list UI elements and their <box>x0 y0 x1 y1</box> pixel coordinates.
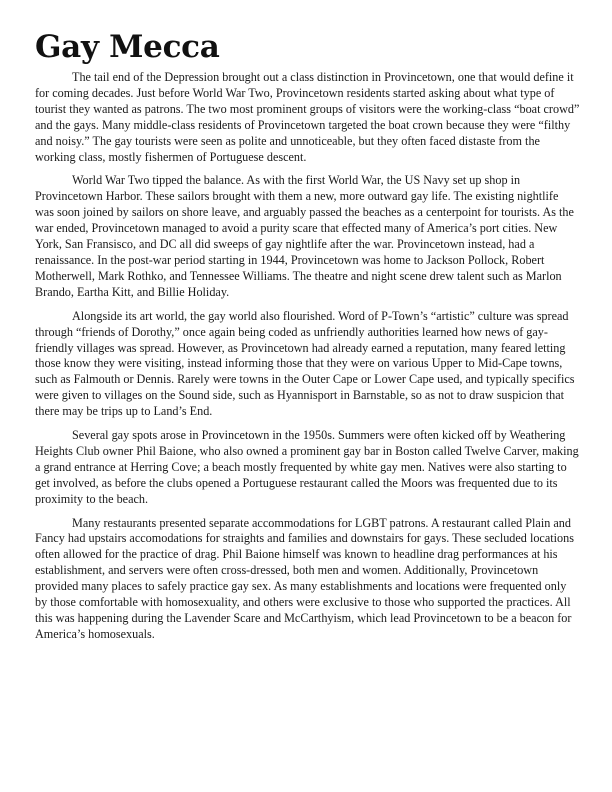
document-title: Gay Mecca <box>35 29 220 65</box>
paragraph-3: Alongside its art world, the gay world also flourished. Word of P-Town’s “artistic” culture was spread through “friends of Dorothy,” once again being coded as unfriendly authorities learned how news of gay-friendly villages was spread. However, as Provincetown had already earned a reputation, many feared letting those know they were visiting, instead informing those that they were on various Upper to Mid-Cape towns, such as Falmouth or Dennis. Rarely were towns in the Outer Cape or Lower Cape used, and typically specifics were given to villages on the Sound side, such as Hyannisport in Barnstable, so as not to draw suspicion that there may be trips up to Land’s End. <box>35 308 575 419</box>
paragraph-5: Many restaurants presented separate accommodations for LGBT patrons. A restaurant called Plain and Fancy had upstairs accomodations for straights and families and downstairs for gays. These secluded locations often allowed for the practice of drag. Phil Baione himself was known to headline drag performances at his establishment, and servers were often cross-dressed, both men and women. Additionally, Provincetown provided many places to safely practice gay sex. As many establishments and locations were frequented only by those comfortable with homosexuality, and others were exclusive to those who supported the practices. All this was happening during the Lavender Scare and McCarthyism, which lead Provincetown to be a beacon for America’s homosexuals. <box>35 515 574 641</box>
document-page <box>35 28 580 651</box>
paragraph-1: The tail end of the Depression brought out a class distinction in Provincetown, one that would define it for coming decades. Just before World War Two, Provincetown residents started asking about what type of tourist they wanted as patrons. The two most prominent groups of visitors were the working-class “boat crowd” and the gays. Many middle-class residents of Provincetown targeted the boat crown because they were “filthy and noisy.” The gay tourists were seen as polite and unnoticeable, but they often faced distaste from the working class, mostly fishermen of Portuguese descent. <box>35 70 580 164</box>
paragraph-2: World War Two tipped the balance. As with the first World War, the US Navy set up shop in Provincetown Harbor. These sailors brought with them a new, more outward gay life. The existing nightlife was soon joined by sailors on shore leave, and arguably passed the beaches as a centerpoint for tourists. As the war ended, Provincetown managed to avoid a purity scare that effected many of America’s port cities. New York, San Fransisco, and DC all did sweeps of gay nightlife after the war. Provincetown instead, had a renaissance. In the post-war period starting in 1944, Provincetown was home to Jackson Pollock, Robert Motherwell, Mark Rothko, and Tennessee Williams. The theatre and night scene drew talent such as Marlon Brando, Eartha Kitt, and Billie Holiday. <box>35 173 574 299</box>
paragraph-4: Several gay spots arose in Provincetown in the 1950s. Summers were often kicked off by Weathering Heights Club owner Phil Baione, who also owned a prominent gay bar in Boston called Twelve Carver, making a grand entrance at Herring Cove; a beach mostly frequented by white gay men. Natives were also starting to get involved, as before the clubs opened a Portuguese restaurant called the Moors was frequented due to its proximity to the beach. <box>35 428 579 506</box>
